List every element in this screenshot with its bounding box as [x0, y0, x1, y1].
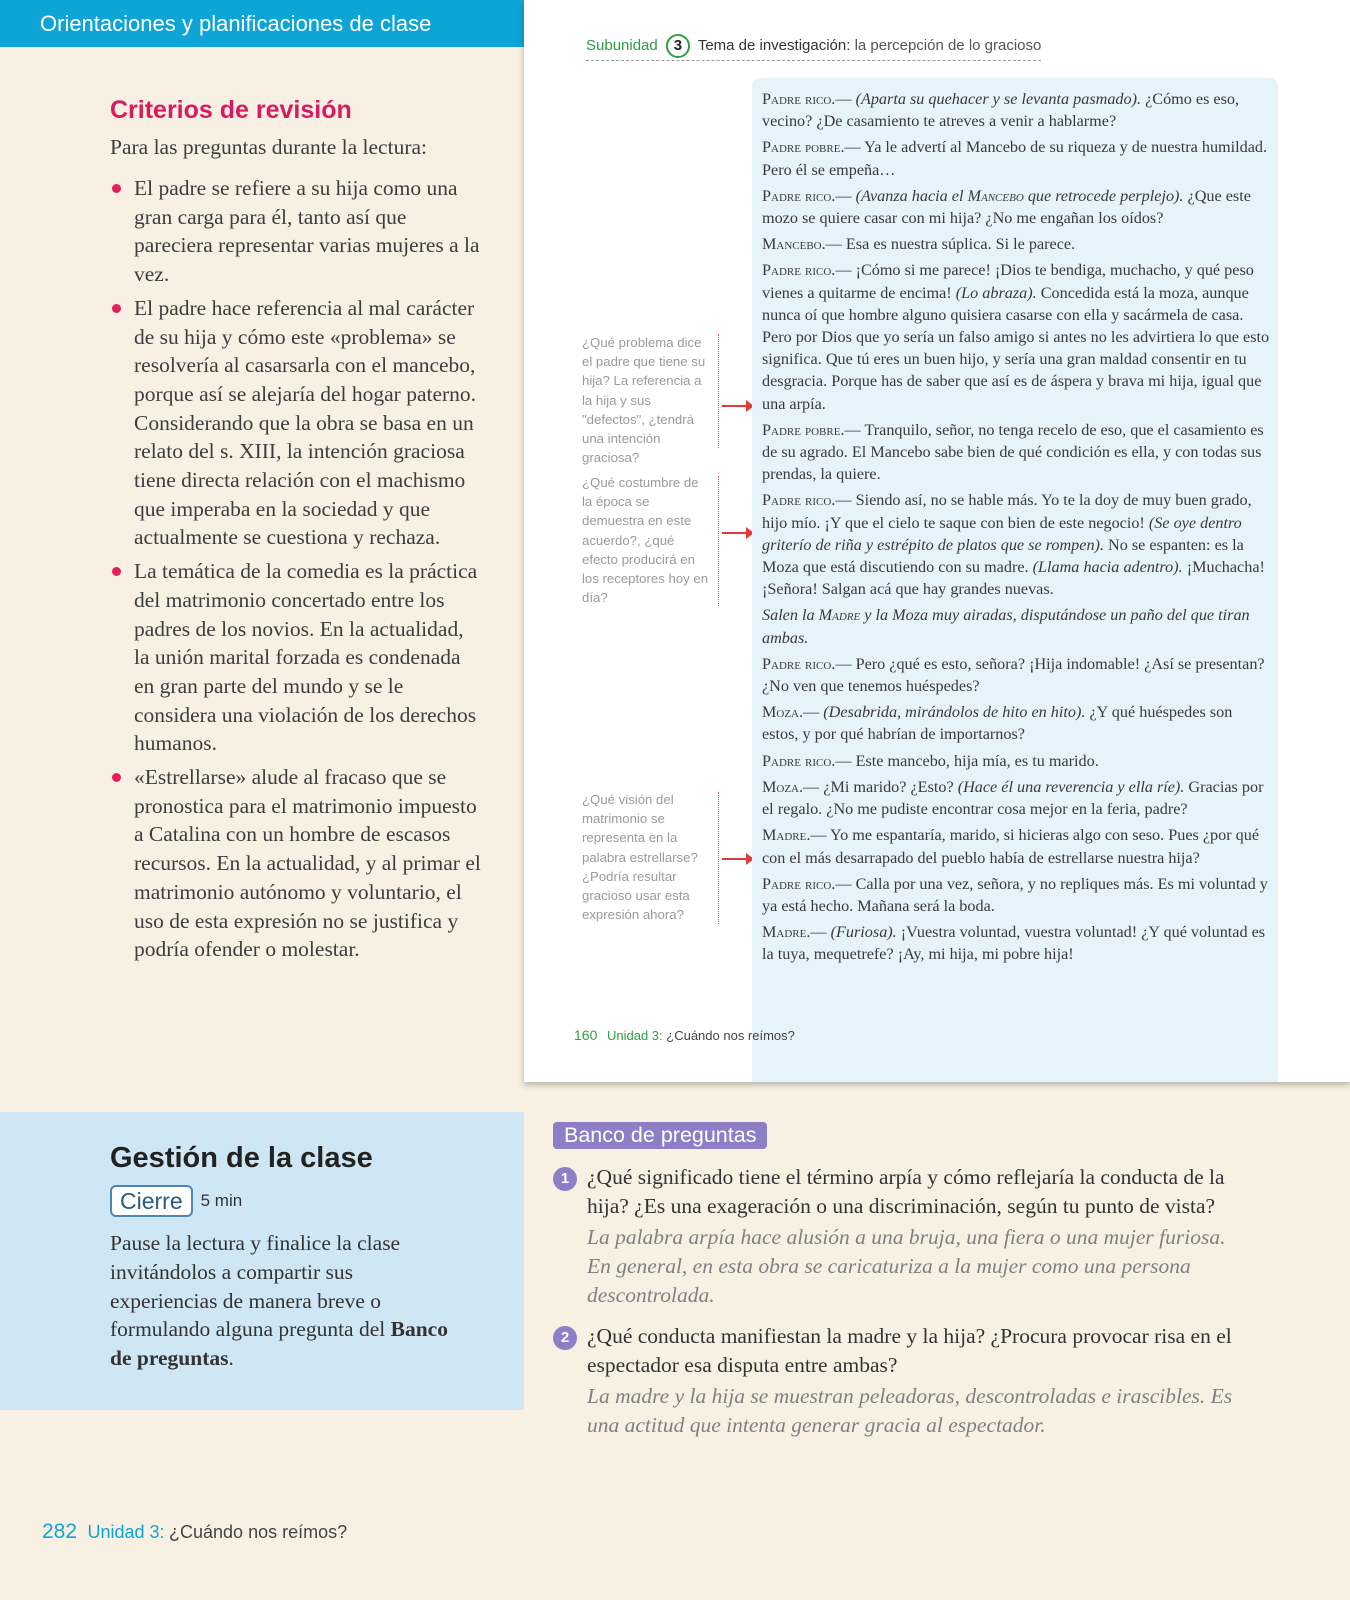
script-line: Padre rico.— Calla por una vez, señora, y no repliques más. Es mi voluntad y ya está hecho. Mañana será la boda.: [762, 874, 1268, 915]
book-header: [586, 34, 1041, 61]
cierre-badge: Cierre: [110, 1185, 193, 1217]
banco-question-item: [553, 1163, 1253, 1310]
bullet-icon: [112, 304, 121, 313]
bullet-icon: [112, 184, 121, 193]
criterio-item: [110, 763, 482, 964]
criterio-text: «Estrellarse» alude al fracaso que se pronostica para el matrimonio impuesto a Catalina con un hombre de escasos recursos. En la actualidad, y al primar el matrimonio autónomo y voluntario, el uso de esta expresión no se justifica y podría ofender o molestar.: [134, 765, 481, 962]
banco-question-item: [553, 1322, 1253, 1440]
criterio-item: [110, 294, 482, 552]
script-line: Padre rico.— Este mancebo, hija mía, es tu marido.: [762, 751, 1099, 770]
script-line: Salen la Madre y la Moza muy airadas, disputándose un paño del que tiran ambas.: [762, 606, 1250, 647]
script-line: Padre rico.— ¡Cómo si me parece! ¡Dios te bendiga, muchacho, y qué peso vienes a quitarme de encima! (Lo abraza). Concedida está la moza, aunque nunca oí que hombre alguno quisiera casarse con ella y sacármela de casa. Pero por Dios que yo sería un falso amigo si antes no les advirtiera lo que esto significa. Que tú eres un buen hijo, y sería una gran maldad consentir en tu desgracia. Porque has de saber que así es de áspera y brava mi hija, igual que una arpía.: [762, 261, 1270, 413]
margin-question: ¿Qué visión del matrimonio se representa en la palabra estrellarse? ¿Podría resultar gracioso usar esta expresión ahora?: [582, 792, 698, 923]
unit-title: ¿Cuándo nos reímos?: [169, 1522, 348, 1542]
answer-text: La palabra arpía hace alusión a una bruja, una fiera o una mujer furiosa. En general, en esta obra se caricaturiza a la mujer como una persona descontrolada.: [587, 1225, 1226, 1307]
question-number-badge: 1: [553, 1167, 577, 1191]
topic-value: la percepción de lo gracioso: [854, 37, 1042, 54]
gestion-title: Gestión de la clase: [110, 1142, 373, 1174]
subunit-label: Subunidad: [586, 37, 658, 54]
script-line: Madre.— Yo me espantaría, marido, si hicieras algo con seso. Pues ¿por qué con el más desarrapado del pueblo había de estrellarse nuestra hija?: [762, 826, 1260, 867]
banco-preguntas-section: [553, 1122, 1253, 1452]
script-line: Padre rico.— (Aparta su quehacer y se levanta pasmado). ¿Cómo es eso, vecino? ¿De casamiento te atreves a venir a hablarme?: [762, 90, 1240, 131]
gestion-text: Pause la lectura y finalice la clase invitándolos a compartir sus experiencias de manera breve o formulando alguna pregunta del Banco de preguntas.: [110, 1231, 448, 1371]
margin-dotted-line: [718, 792, 719, 924]
header-title: Orientaciones y planificaciones de clase: [40, 11, 432, 36]
criterio-text: La temática de la comedia es la práctica del matrimonio concertado entre los padres de los novios. En la actualidad, la unión marital forzada es condenada en gran parte del mundo y se le considera una violación de los derechos humanos.: [134, 559, 478, 756]
margin-dotted-line: [718, 476, 719, 606]
arrow-right-icon: [722, 405, 752, 407]
subunit-number-badge: 3: [666, 34, 690, 58]
script-line: Moza.— ¿Mi marido? ¿Esto? (Hace él una reverencia y ella ríe). Gracias por el regalo. ¿No me pudiste encontrar cosa mejor en la feria, padre?: [762, 777, 1264, 819]
topic-label: Tema de investigación:: [697, 37, 851, 54]
page-footer: [42, 1520, 347, 1544]
page-number: 282: [42, 1520, 78, 1543]
play-script-box: [752, 78, 1278, 1082]
criterios-section: [110, 96, 482, 969]
criterio-item: [110, 174, 482, 289]
gestion-panel: [0, 1112, 524, 1410]
banco-title: Banco de preguntas: [553, 1122, 767, 1149]
criterio-text: El padre se refiere a su hija como una gran carga para él, tanto así que pareciera representar varias mujeres a la vez.: [134, 176, 480, 287]
book-page-number: 160: [574, 1027, 598, 1043]
script-line: Padre pobre.— Tranquilo, señor, no tenga recelo de eso, que el casamiento es de su agrado. El Mancebo sabe bien de qué condición es ella, y con todas sus prendas, la quiere.: [762, 420, 1264, 484]
arrow-right-icon: [722, 858, 752, 860]
bullet-icon: [112, 773, 121, 782]
unit-label: Unidad 3:: [87, 1522, 165, 1542]
question-text: ¿Qué conducta manifiestan la madre y la hija? ¿Procura provocar risa en el espectador esa disputa entre ambas?: [587, 1324, 1232, 1377]
page-header-bar: [0, 0, 524, 47]
question-text: ¿Qué significado tiene el término arpía y cómo reflejaría la conducta de la hija? ¿Es una exageración o una discriminación, según tu punto de vista?: [587, 1165, 1225, 1218]
margin-question: ¿Qué problema dice el padre que tiene su hija? La referencia a la hija y sus "defectos", ¿tendrá una intención graciosa?: [582, 335, 706, 466]
criterio-text: El padre hace referencia al mal carácter de su hija y cómo este «problema» se resolvería al casarsarla con el mancebo, porque así se alejaría del hogar paterno. Considerando que la obra se basa en un relato del s. XIII, la intención graciosa tiene directa relación con el machismo que imperaba en la sociedad y que actualmente se cuestiona y rechaza.: [134, 295, 477, 550]
bullet-icon: [112, 567, 121, 576]
book-unit-label: Unidad 3:: [606, 1028, 663, 1043]
script-line: Padre pobre.— Ya le advertí al Mancebo de su riqueza y de nuestra humildad. Pero él se empeña…: [762, 138, 1268, 179]
student-book-page: [524, 0, 1350, 1082]
cierre-row: [110, 1185, 524, 1217]
script-line: Padre rico.— Pero ¿qué es esto, señora? ¡Hija indomable! ¿Así se presentan? ¿No ven que tenemos huéspedes?: [762, 654, 1265, 696]
criterios-intro: Para las preguntas durante la lectura:: [110, 135, 427, 159]
script-line: Padre rico.— Siendo así, no se hable más. Yo te la doy de muy buen grado, hijo mío. ¡Y que el cielo te saque con bien de este negocio! (Se oye dentro griterío de riña y estrépito de platos que se rompen). No se espanten: es la Moza que está discutiendo con su madre. (Llama hacia adentro). ¡Muchacha! ¡Señora! Salgan acá que hay grandes nuevas.: [762, 491, 1265, 599]
book-page-footer: [574, 1027, 795, 1043]
arrow-right-icon: [722, 532, 752, 534]
margin-question: ¿Qué costumbre de la época se demuestra en este acuerdo?, ¿qué efecto producirá en los receptores hoy en día?: [582, 475, 709, 606]
margin-dotted-line: [718, 334, 719, 448]
criterio-item: [110, 557, 482, 758]
cierre-time: 5 min: [200, 1191, 243, 1210]
script-line: Moza.— (Desabrida, mirándolos de hito en hito). ¿Y qué huéspedes son estos, y por qué habrían de importarnos?: [762, 703, 1233, 744]
criterios-list: [110, 174, 482, 964]
criterios-title: Criterios de revisión: [110, 96, 352, 124]
answer-text: La madre y la hija se muestran peleadoras, descontroladas e irascibles. Es una actitud que intenta generar gracia al espectador.: [587, 1384, 1233, 1437]
question-number-badge: 2: [553, 1326, 577, 1350]
script-line: Madre.— (Furiosa). ¡Vuestra voluntad, vuestra voluntad! ¿Y qué voluntad es la tuya, mequetrefe? ¡Ay, mi hija, mi pobre hija!: [762, 923, 1266, 964]
script-line: Padre rico.— (Avanza hacia el Mancebo que retrocede perplejo). ¿Que este mozo se quiere casar con mi hija? ¿No me engañan los oídos?: [762, 186, 1251, 228]
book-unit-title: ¿Cuándo nos reímos?: [666, 1028, 795, 1043]
script-line: Mancebo.— Esa es nuestra súplica. Si le parece.: [762, 235, 1076, 254]
